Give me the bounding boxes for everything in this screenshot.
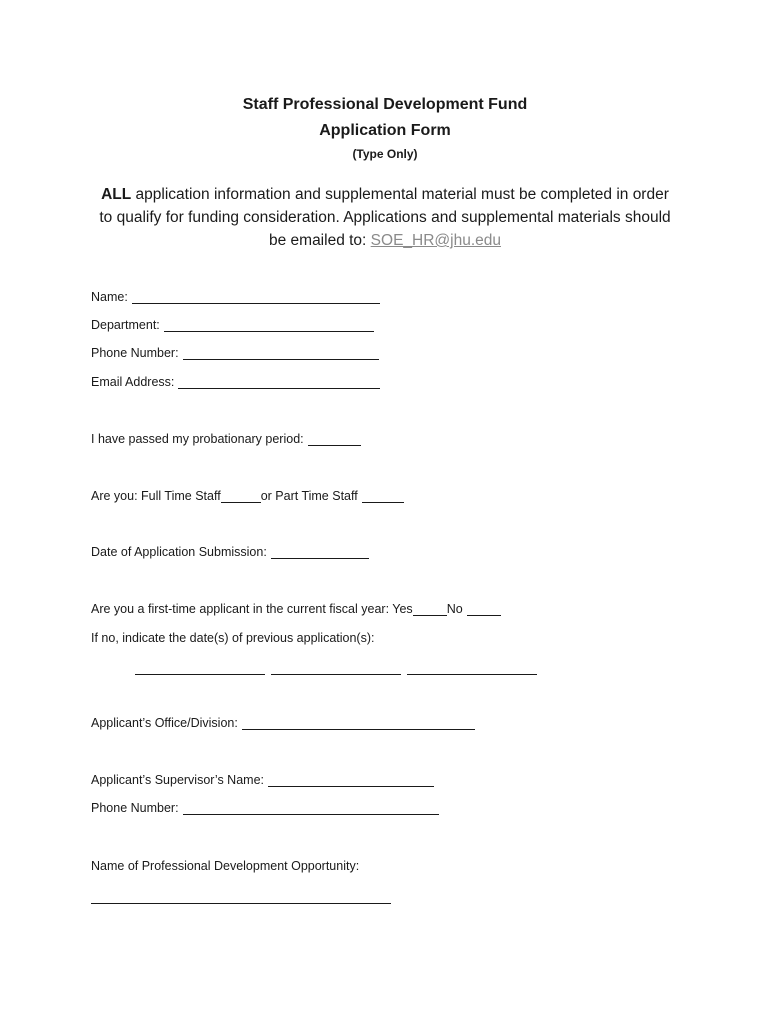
- submission-date-label: Date of Application Submission:: [91, 545, 267, 559]
- office-field[interactable]: [242, 716, 475, 730]
- intro-paragraph: [95, 183, 675, 252]
- opportunity-field[interactable]: [91, 902, 391, 904]
- email-field[interactable]: [178, 375, 380, 389]
- phone-row: [91, 346, 379, 360]
- form-subtitle: (Type Only): [352, 147, 418, 161]
- intro-text: application information and supplemental material must be completed in order to qualify for funding consideration. Applications and supplemental materials should be emailed to:: [99, 186, 671, 249]
- name-field[interactable]: [132, 290, 380, 304]
- form-title-line2: Application Form: [319, 122, 451, 139]
- email-label: Email Address:: [91, 375, 175, 389]
- name-row: [91, 290, 380, 304]
- probation-row: [91, 432, 361, 446]
- name-label: Name:: [91, 290, 128, 304]
- department-row: [91, 318, 374, 332]
- probation-label: I have passed my probationary period:: [91, 432, 304, 446]
- previous-dates-label: If no, indicate the date(s) of previous application(s):: [91, 631, 375, 645]
- department-label: Department:: [91, 318, 160, 332]
- email-link[interactable]: SOE_HR@jhu.edu: [370, 232, 501, 249]
- previous-date-field-1[interactable]: [135, 673, 265, 675]
- phone-label: Phone Number:: [91, 346, 179, 360]
- first-time-yes-field[interactable]: [413, 602, 447, 616]
- opportunity-row: [91, 859, 359, 873]
- part-time-field[interactable]: [362, 489, 404, 503]
- department-field[interactable]: [164, 318, 374, 332]
- previous-date-field-2[interactable]: [271, 673, 401, 675]
- supervisor-name-field[interactable]: [268, 773, 434, 787]
- intro-bold-lead: ALL: [101, 186, 132, 203]
- probation-field[interactable]: [308, 432, 361, 446]
- supervisor-phone-row: [91, 801, 439, 815]
- first-time-row: [91, 602, 501, 616]
- part-time-label: or Part Time Staff: [260, 489, 358, 503]
- supervisor-name-row: [91, 773, 434, 787]
- first-time-no-label: No: [446, 602, 463, 616]
- status-label: Are you: Full Time Staff: [91, 489, 221, 503]
- first-time-no-field[interactable]: [467, 602, 501, 616]
- email-row: [91, 375, 380, 389]
- supervisor-phone-label: Phone Number:: [91, 801, 179, 815]
- full-time-field[interactable]: [221, 489, 261, 503]
- previous-dates-row: [91, 631, 374, 645]
- form-title: Staff Professional Development Fund: [242, 96, 528, 113]
- previous-date-field-3[interactable]: [407, 673, 537, 675]
- submission-date-row: [91, 545, 369, 559]
- phone-field[interactable]: [183, 346, 379, 360]
- office-label: Applicant’s Office/Division:: [91, 716, 238, 730]
- supervisor-name-label: Applicant’s Supervisor’s Name:: [91, 773, 264, 787]
- opportunity-label: Name of Professional Development Opportunity:: [91, 859, 360, 873]
- first-time-label: Are you a first-time applicant in the current fiscal year: Yes: [91, 602, 413, 616]
- submission-date-field[interactable]: [271, 545, 369, 559]
- supervisor-phone-field[interactable]: [183, 801, 439, 815]
- office-row: [91, 716, 475, 730]
- status-row: [91, 489, 404, 503]
